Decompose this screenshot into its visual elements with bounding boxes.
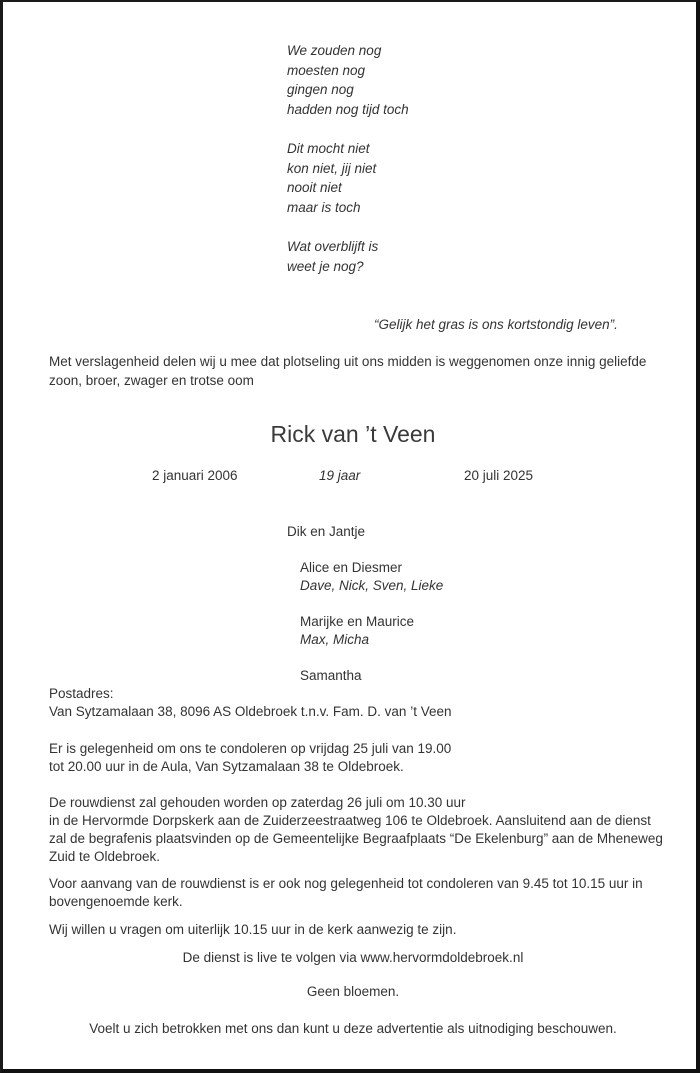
pre-service-line: bovengenoemde kerk. bbox=[49, 894, 183, 909]
sibling-couple: Marijke en Maurice bbox=[300, 614, 415, 629]
poem-line: Wat overblijft is bbox=[287, 239, 379, 254]
death-date: 20 juli 2025 bbox=[464, 468, 534, 483]
arrival-note: Wij willen u vragen om uiterlijk 10.15 uur in de kerk aanwezig te zijn. bbox=[49, 922, 457, 937]
bible-quote: “Gelijk het gras is ons kortstondig leven”. bbox=[374, 317, 618, 332]
address-label: Postadres: bbox=[49, 686, 114, 701]
service-line: in de Hervormde Dorpskerk aan de Zuiderzeestraatweg 106 te Oldebroek. Aansluitend aan de dienst bbox=[49, 813, 651, 828]
birth-date: 2 januari 2006 bbox=[152, 468, 238, 483]
poem-line: Dit mocht niet bbox=[287, 141, 370, 156]
poem-line: kon niet, jij niet bbox=[287, 161, 377, 176]
deceased-name: Rick van ’t Veen bbox=[270, 421, 436, 447]
condolence-line: tot 20.00 uur in de Aula, Van Sytzamalaan 38 te Oldebroek. bbox=[49, 759, 404, 774]
poem-line: gingen nog bbox=[287, 82, 354, 97]
sibling-couple: Alice en Diesmer bbox=[300, 560, 403, 575]
service-line: zal de begrafenis plaatsvinden op de Gemeentelijke Begraafplaats “De Ekelenburg” aan de Mheneweg bbox=[49, 831, 663, 846]
poem-line: maar is toch bbox=[287, 200, 361, 215]
intro-line: zoon, broer, zwager en trotse oom bbox=[49, 373, 254, 388]
invitation-note: Voelt u zich betrokken met ons dan kunt u deze advertentie als uitnodiging beschouwen. bbox=[89, 1021, 617, 1036]
pre-service-line: Voor aanvang van de rouwdienst is er ook nog gelegenheid tot condoleren van 9.45 tot 10.15 uur in bbox=[49, 876, 643, 891]
condolence-line: Er is gelegenheid om ons te condoleren op vrijdag 25 juli van 19.00 bbox=[49, 741, 452, 756]
age: 19 jaar bbox=[319, 468, 361, 483]
sibling-children: Dave, Nick, Sven, Lieke bbox=[300, 578, 444, 593]
address-value: Van Sytzamalaan 38, 8096 AS Oldebroek t.n.v. Fam. D. van ’t Veen bbox=[49, 704, 452, 719]
parents: Dik en Jantje bbox=[287, 524, 366, 539]
intro-line: Met verslagenheid delen wij u mee dat plotseling uit ons midden is weggenomen onze innig geliefde bbox=[49, 354, 647, 369]
poem-line: hadden nog tijd toch bbox=[287, 102, 409, 117]
no-flowers-note: Geen bloemen. bbox=[306, 984, 400, 999]
poem-line: nooit niet bbox=[287, 180, 342, 195]
poem-line: moesten nog bbox=[287, 63, 366, 78]
service-line: Zuid te Oldebroek. bbox=[49, 849, 161, 864]
sibling-children: Max, Micha bbox=[300, 632, 370, 647]
livestream-note: De dienst is live te volgen via www.hervormdoldebroek.nl bbox=[182, 950, 524, 965]
service-line: De rouwdienst zal gehouden worden op zaterdag 26 juli om 10.30 uur bbox=[49, 795, 466, 810]
poem-line: We zouden nog bbox=[287, 43, 382, 58]
sibling: Samantha bbox=[300, 668, 362, 683]
poem-line: weet je nog? bbox=[287, 259, 364, 274]
